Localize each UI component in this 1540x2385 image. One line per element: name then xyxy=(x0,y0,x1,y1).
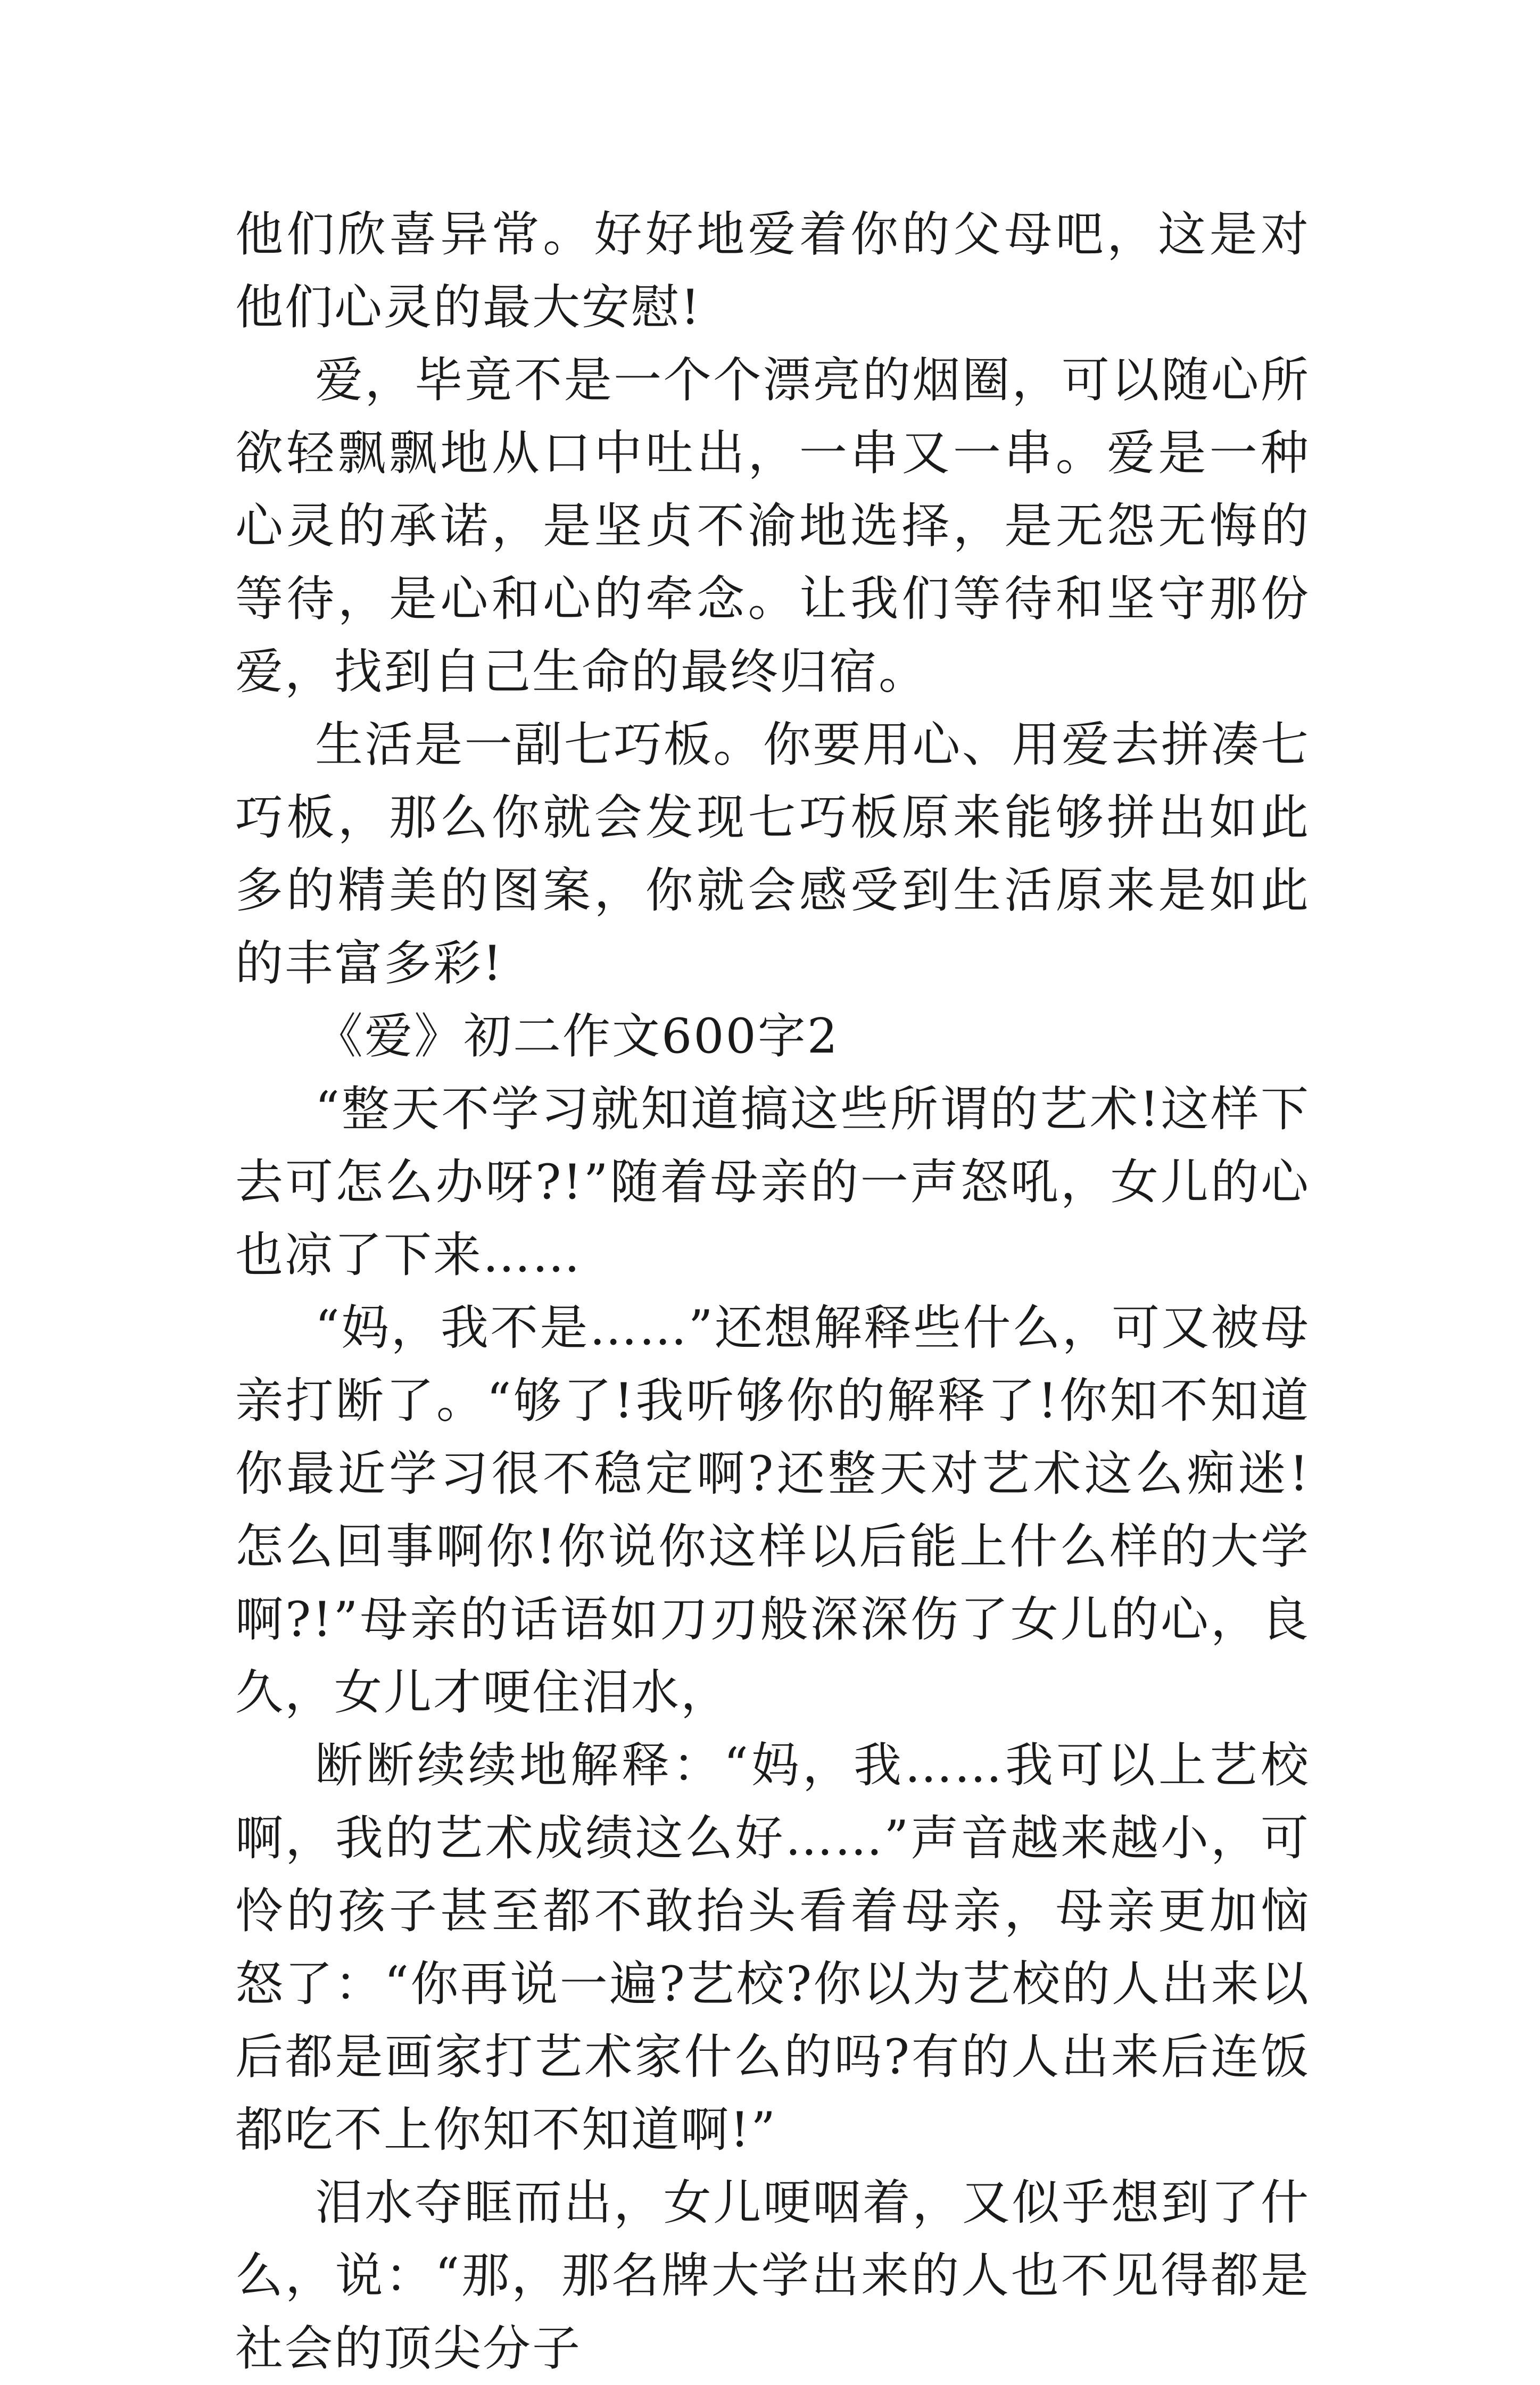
paragraph-5: “妈，我不是……”还想解释些什么，可又被母亲打断了。“够了!我听够你的解释了!你知不知道你最近学习很不稳定啊?还整天对艺术这么痴迷!怎么回事啊你!你说你这样以后能上什么样的大学啊?!”母亲的话语如刀刃般深深伤了女儿的心，良久，女儿才哽住泪水， xyxy=(235,1300,1310,1720)
paragraph-4: “整天不学习就知道搞这些所谓的艺术!这样下去可怎么办呀?!”随着母亲的一声怒吼，女儿的心也凉了下来…… xyxy=(235,1081,1310,1283)
paragraph-2: 爱，毕竟不是一个个漂亮的烟圈，可以随心所欲轻飘飘地从口中吐出，一串又一串。爱是一种心灵的承诺，是坚贞不渝地选择，是无怨无悔的等待，是心和心的牵念。让我们等待和坚守那份爱，找到自己生命的最终归宿。 xyxy=(235,352,1310,700)
essay-title: 《爱》初二作文600字2 xyxy=(315,1008,840,1064)
paragraph-3: 生活是一副七巧板。你要用心、用爱去拼凑七巧板，那么你就会发现七巧板原来能够拼出如此多的精美的图案，你就会感受到生活原来是如此的丰富多彩! xyxy=(235,717,1310,991)
document-body xyxy=(235,198,1310,2385)
paragraph-7: 泪水夺眶而出，女儿哽咽着，又似乎想到了什么，说：“那，那名牌大学出来的人也不见得都是社会的顶尖分子 xyxy=(235,2175,1310,2376)
paragraph-1: 他们欣喜异常。好好地爱着你的父母吧，这是对他们心灵的最大安慰! xyxy=(235,206,1310,335)
paragraph-6: 断断续续地解释：“妈，我……我可以上艺校啊，我的艺术成绩这么好……”声音越来越小，可怜的孩子甚至都不敢抬头看着母亲，母亲更加恼怒了：“你再说一遍?艺校?你以为艺校的人出来以后都是画家打艺术家什么的吗?有的人出来后连饭都吃不上你知不知道啊!” xyxy=(235,1737,1310,2158)
